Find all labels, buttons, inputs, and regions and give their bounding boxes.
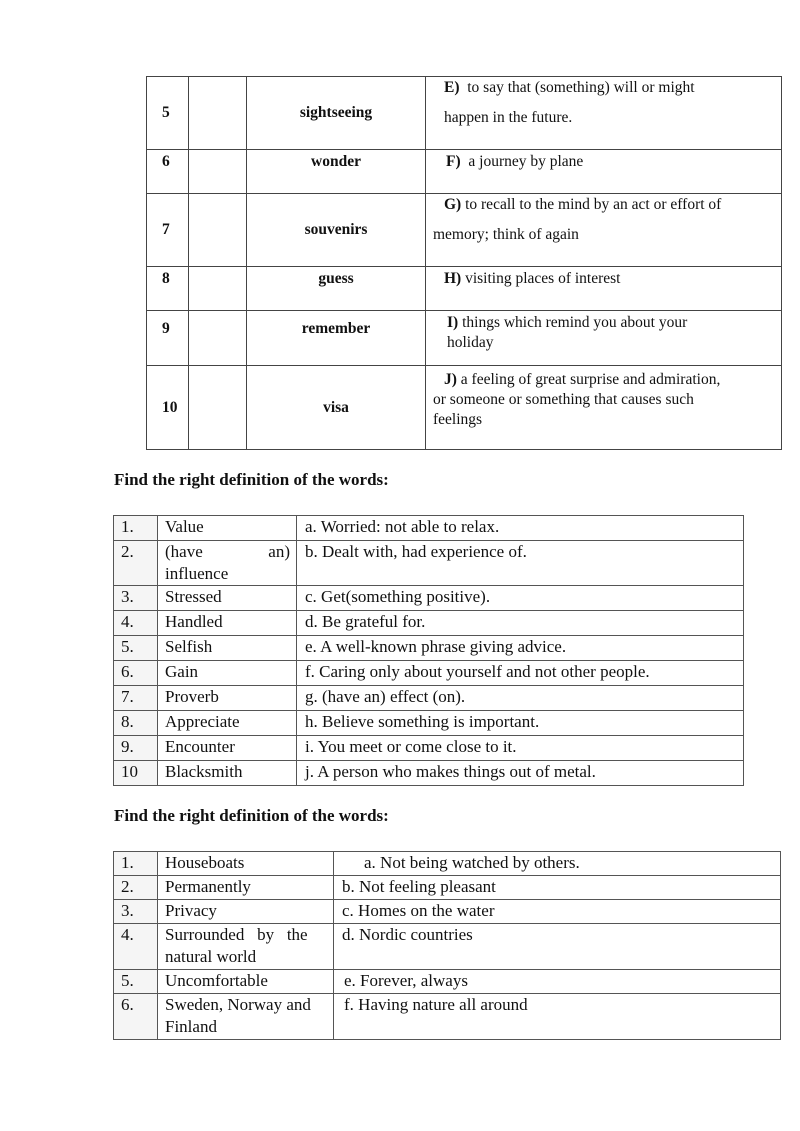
row-number: 5.	[114, 970, 158, 994]
word-part: natural world	[165, 947, 257, 966]
row-number: 2.	[114, 541, 158, 586]
definition-text: f. Having nature all around	[334, 994, 781, 1040]
vocab-word	[158, 994, 334, 1040]
word-part: influence	[165, 564, 229, 583]
section-heading: Find the right definition of the words:	[114, 470, 389, 489]
vocab-word: Proverb	[158, 686, 297, 711]
table-row	[114, 970, 781, 994]
definition-text: or someone or something that causes such	[433, 391, 694, 408]
row-number: 5.	[114, 636, 158, 661]
word-part: Surrounded by the	[165, 925, 308, 944]
vocab-word: Uncomfortable	[158, 970, 334, 994]
table-row	[114, 661, 744, 686]
table-row	[147, 366, 782, 450]
definition-text: feelings	[433, 411, 483, 428]
table-row	[114, 900, 781, 924]
table-row	[147, 267, 782, 311]
row-number: 9.	[114, 736, 158, 761]
table-row	[114, 636, 744, 661]
definition-text: e. Forever, always	[334, 970, 781, 994]
vocab-word: Appreciate	[158, 711, 297, 736]
vocab-word	[158, 924, 334, 970]
definition-text: holiday	[447, 334, 494, 351]
definition-text: a. Worried: not able to relax.	[297, 516, 744, 541]
vocab-word: remember	[247, 311, 426, 366]
table-row	[114, 736, 744, 761]
vocab-word: Handled	[158, 611, 297, 636]
answer-cell	[189, 311, 247, 366]
definition-text: a. Not being watched by others.	[334, 852, 781, 876]
definition-text: c. Get(something positive).	[297, 586, 744, 611]
row-number: 2.	[114, 876, 158, 900]
definition-letter: J)	[444, 371, 457, 388]
row-number: 9	[147, 311, 189, 366]
word-part: Finland	[165, 1017, 217, 1036]
vocab-word: Value	[158, 516, 297, 541]
answer-cell	[189, 194, 247, 267]
definition-text: to recall to the mind by an act or effort of	[465, 196, 722, 213]
definition-text: h. Believe something is important.	[297, 711, 744, 736]
vocab-word: wonder	[247, 150, 426, 194]
definition-text: b. Dealt with, had experience of.	[297, 541, 744, 586]
definition-text: i. You meet or come close to it.	[297, 736, 744, 761]
definition-cell	[426, 150, 782, 194]
table-row	[114, 611, 744, 636]
table-row	[114, 852, 781, 876]
row-number: 6.	[114, 994, 158, 1040]
vocab-word: Blacksmith	[158, 761, 297, 786]
definition-text: visiting places of interest	[465, 270, 621, 287]
row-number: 10	[114, 761, 158, 786]
table-row	[147, 77, 782, 150]
definition-letter: I)	[447, 314, 459, 331]
table-row	[114, 516, 744, 541]
row-number: 4.	[114, 924, 158, 970]
definition-text: e. A well-known phrase giving advice.	[297, 636, 744, 661]
definition-text: things which remind you about your	[462, 314, 688, 331]
table-row	[114, 924, 781, 970]
word-part: an)	[268, 542, 290, 561]
definition-text: d. Be grateful for.	[297, 611, 744, 636]
table-row	[147, 150, 782, 194]
definition-cell	[426, 366, 782, 450]
row-number: 3.	[114, 586, 158, 611]
row-number: 6	[147, 150, 189, 194]
row-number: 1.	[114, 516, 158, 541]
row-number: 6.	[114, 661, 158, 686]
definition-text: a feeling of great surprise and admiration,	[460, 371, 721, 388]
table-row	[114, 761, 744, 786]
table-row	[114, 686, 744, 711]
definitions-table-2	[113, 851, 781, 1040]
row-number: 8.	[114, 711, 158, 736]
row-number: 1.	[114, 852, 158, 876]
word-part: (have	[165, 542, 203, 561]
vocab-word: Encounter	[158, 736, 297, 761]
definition-text: memory; think of again	[433, 226, 579, 243]
vocab-word: Stressed	[158, 586, 297, 611]
table-row	[114, 586, 744, 611]
word-part: Sweden, Norway and	[165, 995, 311, 1014]
definitions-table-1	[113, 515, 744, 786]
definition-text: f. Caring only about yourself and not other people.	[297, 661, 744, 686]
answer-cell	[189, 267, 247, 311]
vocab-word: Houseboats	[158, 852, 334, 876]
definition-cell	[426, 267, 782, 311]
vocab-word: visa	[247, 366, 426, 450]
definition-cell	[426, 311, 782, 366]
vocab-word: Privacy	[158, 900, 334, 924]
definition-text: d. Nordic countries	[334, 924, 781, 970]
table-row	[114, 876, 781, 900]
vocab-word: guess	[247, 267, 426, 311]
definition-letter: H)	[444, 270, 462, 287]
definition-letter: F)	[446, 153, 461, 170]
vocab-word: Permanently	[158, 876, 334, 900]
definition-text: b. Not feeling pleasant	[334, 876, 781, 900]
vocab-word: Selfish	[158, 636, 297, 661]
table-row	[114, 994, 781, 1040]
definition-text: c. Homes on the water	[334, 900, 781, 924]
definition-letter: G)	[444, 196, 462, 213]
definition-text: happen in the future.	[444, 109, 573, 126]
vocab-word: souvenirs	[247, 194, 426, 267]
table-row	[147, 194, 782, 267]
matching-table-continued	[146, 76, 782, 450]
table-row	[147, 311, 782, 366]
definition-text: a journey by plane	[468, 153, 584, 170]
vocab-word: Gain	[158, 661, 297, 686]
row-number: 4.	[114, 611, 158, 636]
definition-cell	[426, 77, 782, 150]
definition-letter: E)	[444, 79, 460, 96]
row-number: 5	[147, 77, 189, 150]
row-number: 7	[147, 194, 189, 267]
row-number: 10	[147, 366, 189, 450]
answer-cell	[189, 366, 247, 450]
answer-cell	[189, 150, 247, 194]
table-row	[114, 541, 744, 586]
vocab-word: sightseeing	[247, 77, 426, 150]
section-heading: Find the right definition of the words:	[114, 806, 389, 825]
table-row	[114, 711, 744, 736]
definition-text: j. A person who makes things out of metal.	[297, 761, 744, 786]
row-number: 3.	[114, 900, 158, 924]
answer-cell	[189, 77, 247, 150]
vocab-word	[158, 541, 297, 586]
definition-text: to say that (something) will or might	[467, 79, 695, 96]
definition-cell	[426, 194, 782, 267]
row-number: 8	[147, 267, 189, 311]
definition-text: g. (have an) effect (on).	[297, 686, 744, 711]
row-number: 7.	[114, 686, 158, 711]
